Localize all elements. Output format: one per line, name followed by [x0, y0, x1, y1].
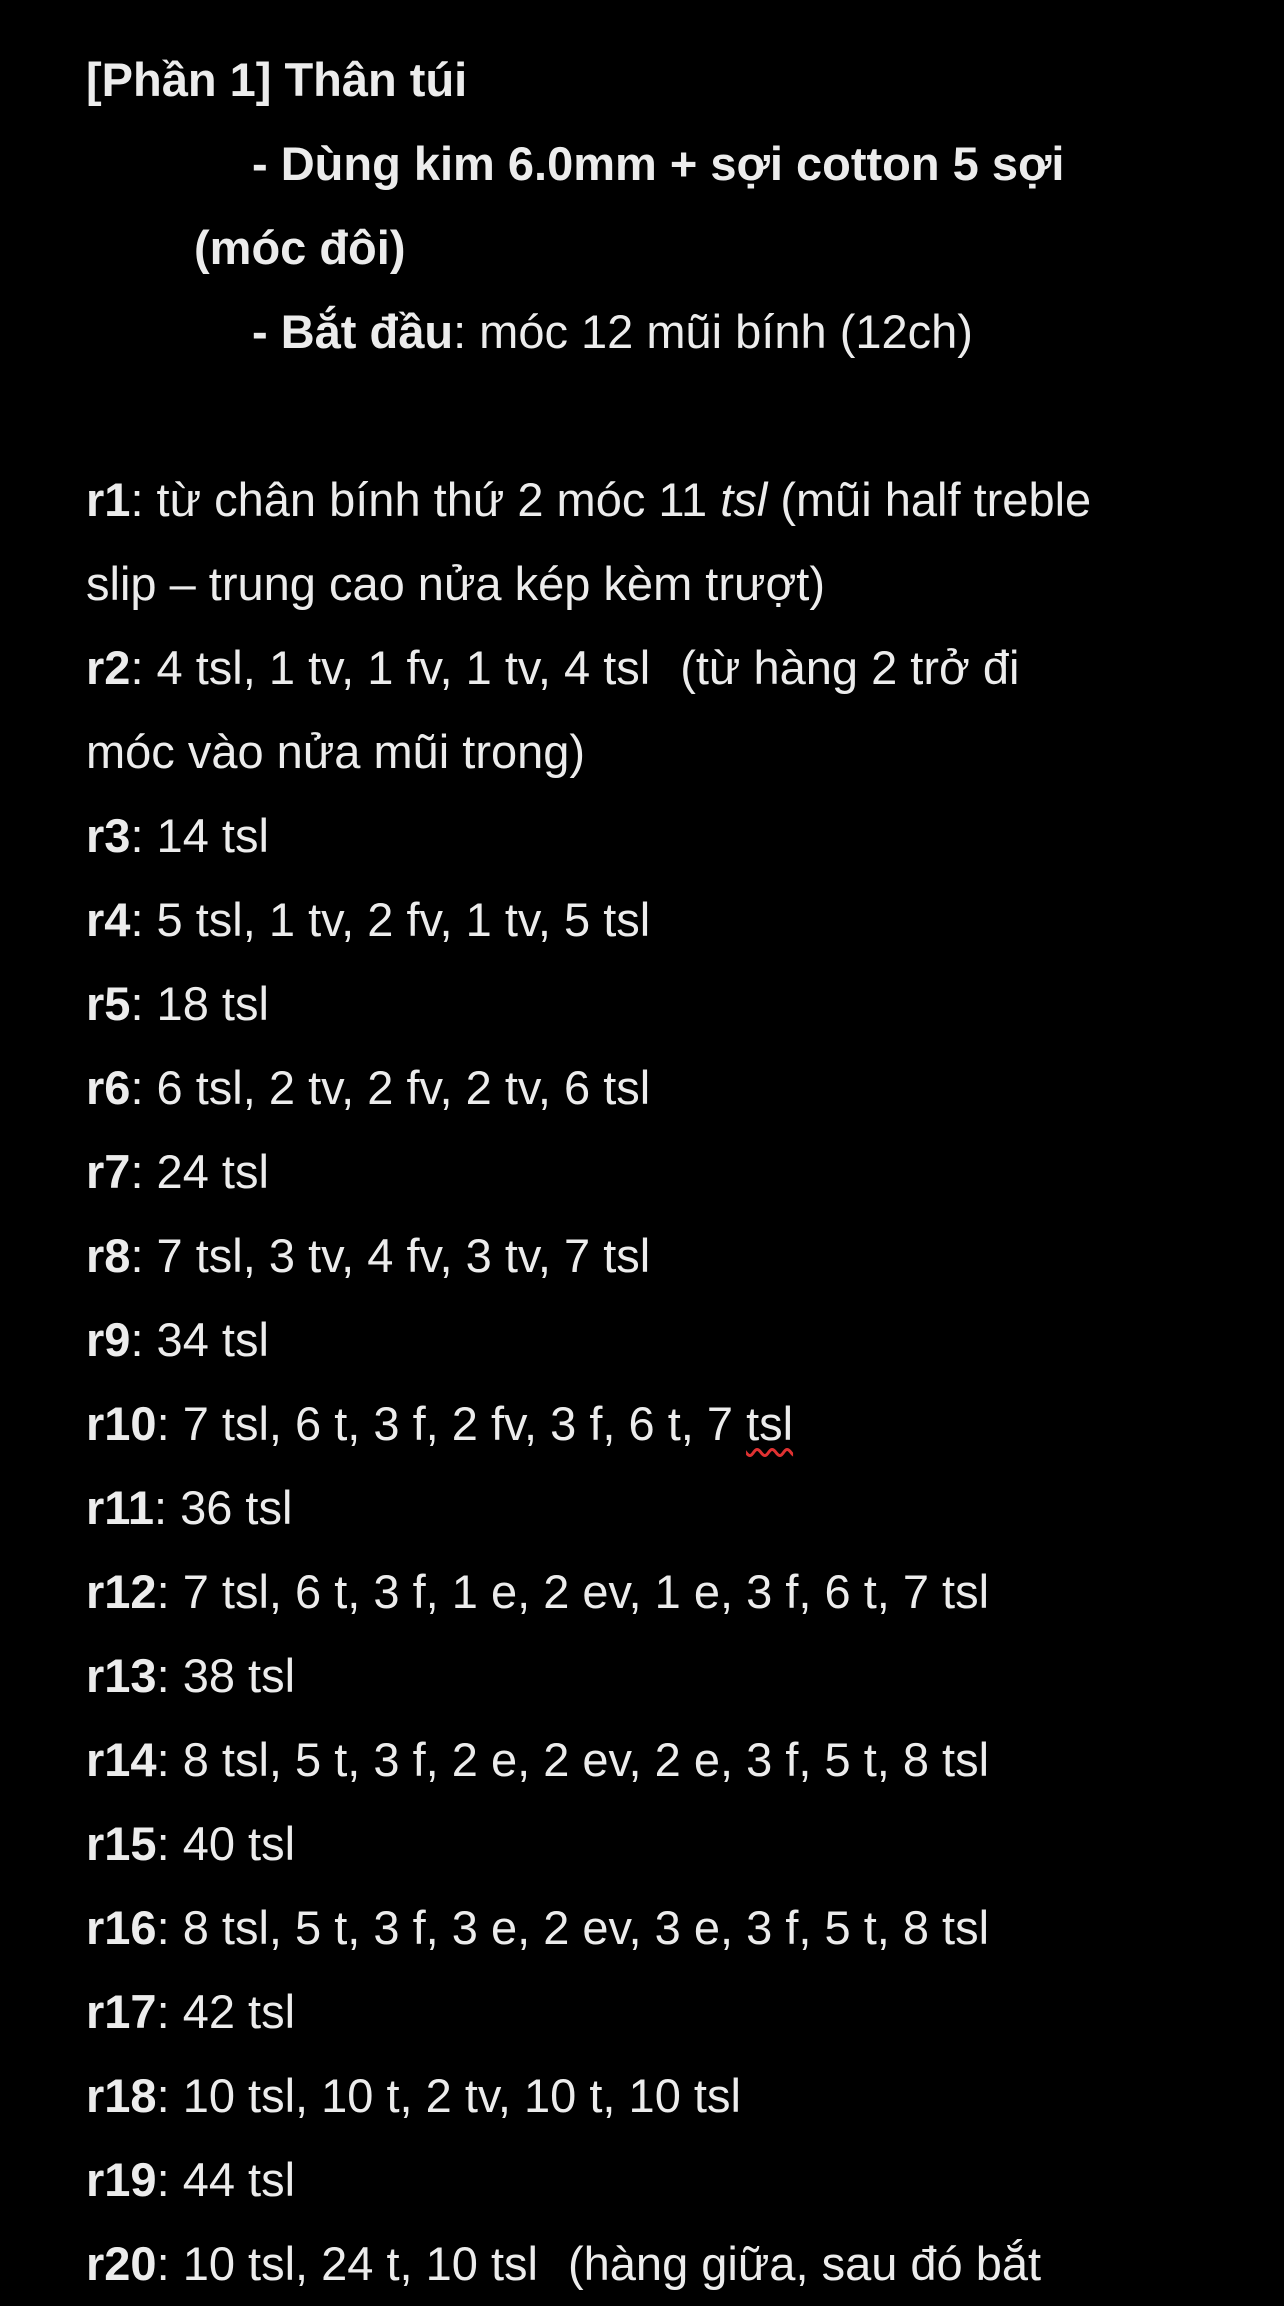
row-r2	[86, 626, 1244, 710]
row-r10	[86, 1382, 1244, 1466]
row-r17	[86, 1970, 1244, 2054]
row-r16	[86, 1886, 1244, 1970]
spellcheck-flagged-word: tsl	[746, 1397, 794, 1450]
row-label: r12	[86, 1565, 157, 1618]
row-text: : 24 tsl	[130, 1145, 269, 1198]
section-title: [Phần 1] Thân túi	[86, 53, 468, 106]
row-label: r8	[86, 1229, 131, 1282]
row-r1	[86, 458, 1244, 542]
row-r5	[86, 962, 1244, 1046]
row-text: : 8 tsl, 5 t, 3 f, 2 e, 2 ev, 2 e, 3 f, 5 t, 8 tsl	[156, 1733, 990, 1786]
row-label: r5	[86, 977, 131, 1030]
row-text: : 7 tsl, 3 tv, 4 fv, 3 tv, 7 tsl	[130, 1229, 651, 1282]
row-text: : 38 tsl	[156, 1649, 296, 1702]
row-r14	[86, 1718, 1244, 1802]
row-text: : 8 tsl, 5 t, 3 f, 3 e, 2 ev, 3 e, 3 f, 5 t, 8 tsl	[156, 1901, 990, 1954]
row-r15	[86, 1802, 1244, 1886]
row-r4	[86, 878, 1244, 962]
row-label: r16	[86, 1901, 157, 1954]
row-text: : 42 tsl	[156, 1985, 296, 2038]
row-r11	[86, 1466, 1244, 1550]
row-label: r18	[86, 2069, 157, 2122]
row-r7	[86, 1130, 1244, 1214]
row-text: : 7 tsl, 6 t, 3 f, 1 e, 2 ev, 1 e, 3 f, 6 t, 7 tsl	[156, 1565, 990, 1618]
row-label: r7	[86, 1145, 131, 1198]
instruction-start-text: : móc 12 mũi bính (12ch)	[453, 305, 973, 358]
row-label: r11	[86, 1481, 154, 1534]
row-text: : 40 tsl	[156, 1817, 296, 1870]
row-text: : 5 tsl, 1 tv, 2 fv, 1 tv, 5 tsl	[130, 893, 651, 946]
row-label: r17	[86, 1985, 157, 2038]
row-note: (hàng giữa, sau đó bắt	[568, 2237, 1042, 2290]
row-text-after: (mũi half treble	[767, 473, 1092, 526]
row-text: : từ chân bính thứ 2 móc 11	[130, 473, 721, 526]
row-text: : 7 tsl, 6 t, 3 f, 2 fv, 3 f, 6 t, 7	[156, 1397, 747, 1450]
row-label: r13	[86, 1649, 157, 1702]
row-italic-term: tsl	[720, 473, 768, 526]
instruction-start-label: - Bắt đầu	[252, 305, 454, 358]
row-text: : 34 tsl	[130, 1313, 269, 1366]
row-label: r19	[86, 2153, 157, 2206]
row-r8	[86, 1214, 1244, 1298]
row-label: r10	[86, 1397, 157, 1450]
row-r1-cont: slip – trung cao nửa kép kèm trượt)	[86, 557, 825, 610]
row-r2-cont: móc vào nửa mũi trong)	[86, 725, 586, 778]
instruction-needle-cont: (móc đôi)	[194, 221, 406, 274]
row-r6	[86, 1046, 1244, 1130]
instruction-start	[252, 290, 1244, 374]
row-text: : 10 tsl, 10 t, 2 tv, 10 t, 10 tsl	[156, 2069, 741, 2122]
row-label: r4	[86, 893, 131, 946]
row-r19	[86, 2138, 1244, 2222]
row-label: r15	[86, 1817, 157, 1870]
row-r9	[86, 1298, 1244, 1382]
instruction-needle: - Dùng kim 6.0mm + sợi cotton 5 sợi	[252, 137, 1065, 190]
row-label: r14	[86, 1733, 157, 1786]
row-text: : 10 tsl, 24 t, 10 tsl	[156, 2237, 538, 2290]
row-label: r9	[86, 1313, 131, 1366]
row-label: r6	[86, 1061, 131, 1114]
row-text: : 14 tsl	[130, 809, 269, 862]
row-r20	[86, 2222, 1244, 2306]
row-label: r20	[86, 2237, 157, 2290]
row-label: r2	[86, 641, 131, 694]
row-text: : 6 tsl, 2 tv, 2 fv, 2 tv, 6 tsl	[130, 1061, 651, 1114]
row-note: (từ hàng 2 trở đi	[680, 641, 1020, 694]
row-text: : 4 tsl, 1 tv, 1 fv, 1 tv, 4 tsl	[130, 641, 651, 694]
row-text: : 36 tsl	[153, 1481, 293, 1534]
row-text: : 18 tsl	[130, 977, 269, 1030]
row-r18	[86, 2054, 1244, 2138]
row-r13	[86, 1634, 1244, 1718]
row-text: : 44 tsl	[156, 2153, 296, 2206]
row-r3	[86, 794, 1244, 878]
row-label: r3	[86, 809, 131, 862]
row-r12	[86, 1550, 1244, 1634]
row-label: r1	[86, 473, 131, 526]
